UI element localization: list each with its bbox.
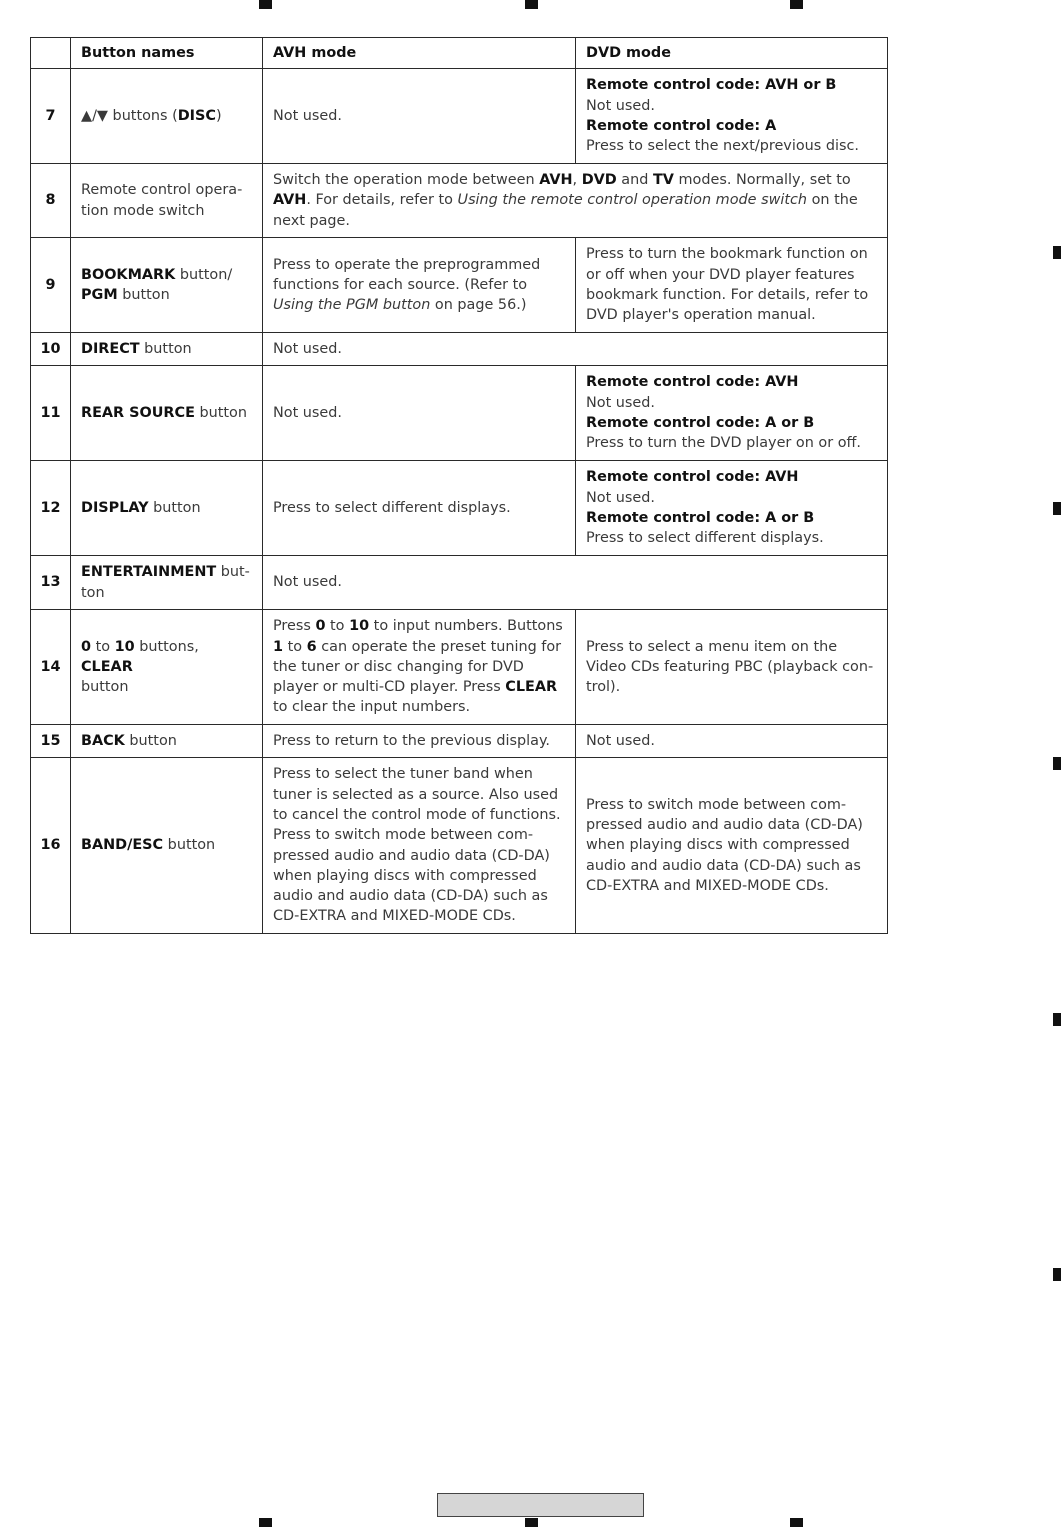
dvd-mode-cell: Remote control code: AVH or B Not used. Remote control code: A Press to select the next/previous disc. [576,69,888,164]
table-row [31,758,888,934]
registration-mark [790,0,803,9]
merged-mode-cell: Switch the operation mode between AVH, DVD and TV modes. Normally, set to AVH. For details, refer to Using the remote control operation mode switch on the next page. [263,164,888,238]
registration-mark [259,1518,272,1527]
registration-mark [1053,246,1061,259]
table-row [31,461,888,556]
dvd-mode-cell: Press to turn the bookmark function on or off when your DVD player features bookmark function. For details, refer to DVD player's operation manual. [576,238,888,333]
remote-control-buttons-table [30,37,888,934]
table-row [31,333,888,366]
table-row [31,164,888,238]
table-row [31,556,888,610]
avh-mode-cell: Press to select the tuner band when tuner is selected as a source. Also used to cancel the control mode of functions. Press to switch mode between com-pressed audio and audio data (CD-DA) when playing discs with compressed audio and audio data (CD-DA) such as CD-EXTRA and MIXED-MODE CDs. [263,758,576,934]
avh-mode-cell: Not used. [263,69,576,164]
dvd-mode-cell: Press to select a menu item on the Video CDs featuring PBC (playback con-trol). [576,610,888,725]
button-name-cell: ▲/▼ buttons (DISC) [71,69,263,164]
row-number: 13 [31,556,71,610]
table-row [31,366,888,461]
table-header-row [31,38,888,69]
button-name-cell: ENTERTAINMENT but-ton [71,556,263,610]
header-dvd-mode: DVD mode [576,38,888,69]
row-number: 8 [31,164,71,238]
registration-mark [1053,502,1061,515]
table-row [31,725,888,758]
avh-mode-cell: Press 0 to 10 to input numbers. Buttons 1 to 6 can operate the preset tuning for the tuner or disc changing for DVD player or multi-CD player. Press CLEAR to clear the input numbers. [263,610,576,725]
merged-mode-cell: Not used. [263,333,888,366]
header-avh-mode: AVH mode [263,38,576,69]
avh-mode-cell: Press to select different displays. [263,461,576,556]
avh-mode-cell: Press to operate the preprogrammed functions for each source. (Refer to Using the PGM button on page 56.) [263,238,576,333]
button-name-cell: 0 to 10 buttons, CLEAR button [71,610,263,725]
button-name-cell: BACK button [71,725,263,758]
table-row [31,238,888,333]
dvd-mode-cell: Remote control code: AVH Not used. Remote control code: A or B Press to select different displays. [576,461,888,556]
registration-mark [1053,757,1061,770]
dvd-mode-cell: Remote control code: AVH Not used. Remote control code: A or B Press to turn the DVD player on or off. [576,366,888,461]
avh-mode-cell: Not used. [263,366,576,461]
registration-mark [525,1518,538,1527]
registration-mark [1053,1013,1061,1026]
row-number: 16 [31,758,71,934]
header-number [31,38,71,69]
row-number: 12 [31,461,71,556]
registration-mark [1053,1268,1061,1281]
avh-mode-cell: Press to return to the previous display. [263,725,576,758]
merged-mode-cell: Not used. [263,556,888,610]
row-number: 9 [31,238,71,333]
button-name-cell: REAR SOURCE button [71,366,263,461]
dvd-mode-cell: Press to switch mode between com-pressed audio and audio data (CD-DA) when playing discs with compressed audio and audio data (CD-DA) such as CD-EXTRA and MIXED-MODE CDs. [576,758,888,934]
row-number: 7 [31,69,71,164]
button-name-cell: BAND/ESC button [71,758,263,934]
row-number: 11 [31,366,71,461]
page-number-box [437,1493,644,1517]
dvd-mode-cell: Not used. [576,725,888,758]
table-row [31,69,888,164]
button-name-cell: DIRECT button [71,333,263,366]
row-number: 14 [31,610,71,725]
table-row [31,610,888,725]
registration-mark [790,1518,803,1527]
registration-mark [259,0,272,9]
row-number: 10 [31,333,71,366]
header-button-names: Button names [71,38,263,69]
row-number: 15 [31,725,71,758]
button-name-cell: Remote control opera-tion mode switch [71,164,263,238]
button-name-cell: BOOKMARK button/ PGM button [71,238,263,333]
button-name-cell: DISPLAY button [71,461,263,556]
registration-mark [525,0,538,9]
